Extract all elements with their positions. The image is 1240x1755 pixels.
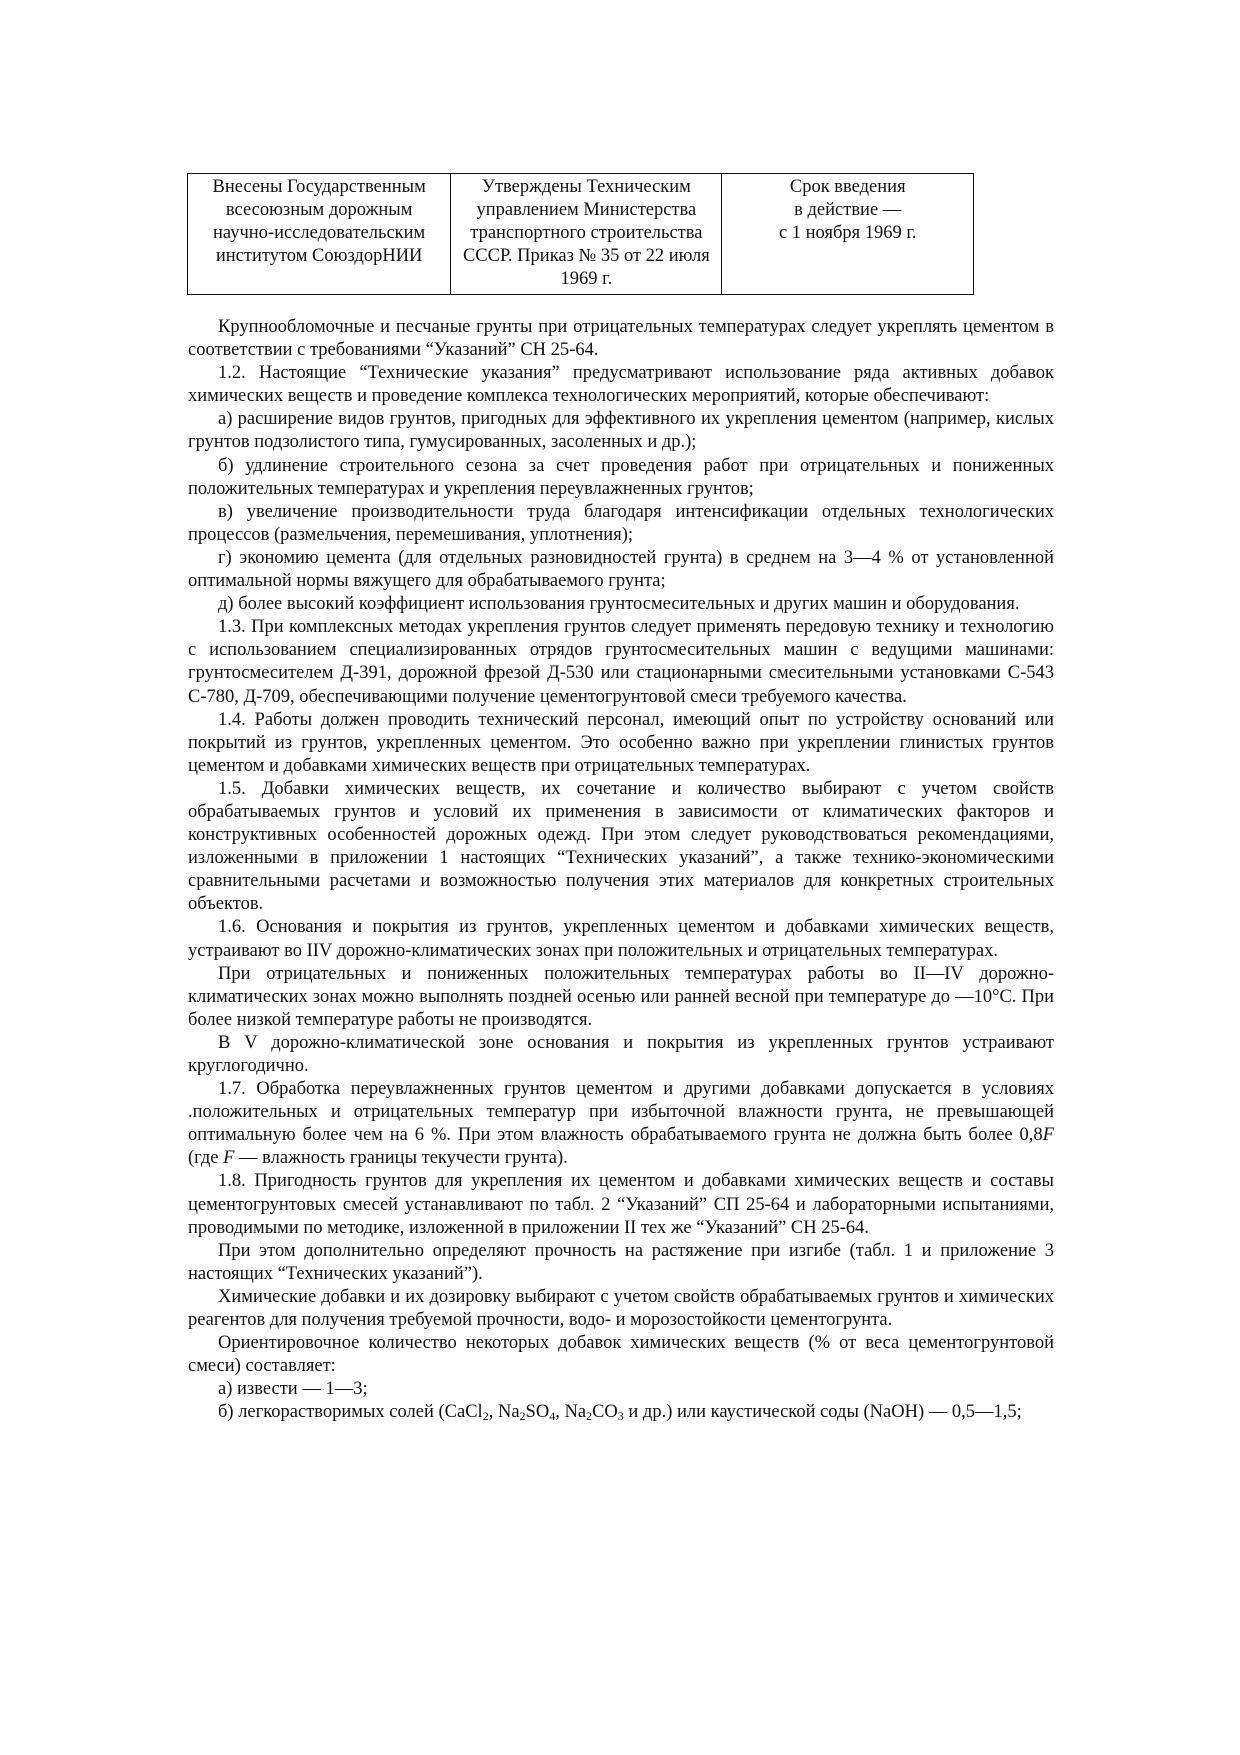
- paragraph: Крупнообломочные и песчаные грунты при отрицательных температурах следует укреплять цементом в соответствии с требованиями “Указаний” СН 25-64.: [188, 317, 1054, 361]
- header-line: транспортного строительства: [470, 223, 703, 243]
- paragraph: 1.4. Работы должен проводить технический персонал, имеющий опыт по устройству оснований или покрытий из грунтов, укрепленных цементом. Это особенно важно при укреплении глинистых грунтов цементом и добавками химических веществ при отрицательных температурах.: [188, 709, 1054, 776]
- header-line: всесоюзным дорожным: [225, 200, 413, 220]
- subscript: 4: [549, 1409, 556, 1424]
- paragraph: При отрицательных и пониженных положительных температурах работы во II—IV дорожно-климатических зонах можно выполнять поздней осенью или ранней весной при температуре до —10°С. При более низкой температуре работы не производятся.: [188, 963, 1054, 1030]
- paragraph: б) удлинение строительного сезона за счет проведения работ при отрицательных и пониженных положительных температурах и укрепления переувлажненных грунтов;: [188, 455, 1054, 499]
- paragraph: Ориентировочное количество некоторых добавок химических веществ (% от веса цементогрунтовой смеси) составляет:: [188, 1333, 1054, 1377]
- text-run: (где: [188, 1148, 224, 1169]
- paragraph: 1.3. При комплексных методах укрепления грунтов следует применять передовую технику и технологию с использованием специализированных отрядов грунтосмесительных машин с ведущими машинами: грунтосмесителем Д-391, дорожной фрезой Д-530 или стационарными смесительными установками С-543 С-780, Д-709, обеспечивающими получение цементогрунтовой смеси требуемого качества.: [188, 617, 1054, 707]
- text-run: , Na: [488, 1402, 520, 1423]
- paragraph-salts: [188, 1401, 1054, 1424]
- text-run: б) легкорастворимых солей (СаСl: [218, 1402, 483, 1423]
- paragraph: а) расширение видов грунтов, пригодных для эффективного их укрепления цементом (например, кислых грунтов подзолистого типа, гумусированных, засоленных и др.);: [188, 409, 1054, 453]
- header-line: Внесены Государственным: [212, 177, 426, 197]
- text-run: и др.) или каустической соды (NaOH) — 0,5—1,5;: [623, 1402, 1022, 1423]
- paragraph: 1.2. Настоящие “Технические указания” предусматривают использование ряда активных добавок химических веществ и проведение комплекса технологических мероприятий, которые обеспечивают:: [188, 363, 1054, 407]
- paragraph: При этом дополнительно определяют прочность на растяжение при изгибе (табл. 1 и приложение 3 настоящих “Технических указаний”).: [188, 1240, 1054, 1284]
- text-run: СO: [592, 1402, 618, 1423]
- paragraph: д) более высокий коэффициент использования грунтосмесительных и других машин и оборудования.: [218, 594, 1020, 615]
- text-run: — влажность границы текучести грунта).: [234, 1148, 568, 1169]
- header-cell-submitted: [188, 174, 451, 295]
- paragraph: а) извести — 1—3;: [218, 1379, 368, 1400]
- paragraph: В V дорожно-климатической зоне основания и покрытия из укрепленных грунтов устраивают круглогодично.: [188, 1032, 1054, 1076]
- header-line: управлением Министерства: [476, 200, 697, 220]
- subscript: 3: [617, 1409, 624, 1424]
- italic-variable: F: [223, 1148, 235, 1169]
- header-line: СССР. Приказ № 35 от 22 июля: [462, 246, 710, 266]
- header-line: Срок введения: [789, 177, 906, 197]
- paragraph: г) экономию цемента (для отдельных разновидностей грунта) в среднем на 3—4 % от установленной оптимальной нормы вяжущего для обрабатываемого грунта;: [188, 547, 1054, 592]
- text-run: , Na: [555, 1402, 587, 1423]
- paragraph: 1.8. Пригодность грунтов для укрепления их цементом и добавками химических веществ и составы цементогрунтовых смесей устанавливают по табл. 2 “Указаний” СП 25-64 и лабораторными испытаниями, проводимыми по методике, изложенной в приложении II тех же “Указаний” СН 25-64.: [188, 1171, 1054, 1238]
- header-line: 1969 г.: [560, 269, 613, 289]
- document-body: [188, 316, 1054, 1425]
- header-table: [187, 173, 974, 295]
- italic-variable: F: [1042, 1125, 1054, 1146]
- header-line: Утверждены Техническим: [481, 177, 691, 197]
- text-run: SO: [525, 1402, 550, 1423]
- subscript: 2: [586, 1409, 593, 1424]
- text-run: 1.7. Обработка переувлажненных грунтов цементом и другими добавками допускается в условиях .положительных и отрицательных температур при избыточной влажности грунта, не превышающей оптимальную более чем на 6 %. При этом влажность обрабатываемого грунта не должна быть более 0,8: [188, 1079, 1054, 1146]
- header-line: научно-исследовательским: [213, 223, 426, 243]
- subscript: 2: [482, 1409, 489, 1424]
- header-line: с 1 ноября 1969 г.: [778, 223, 917, 243]
- header-line: институтом СоюздорНИИ: [215, 246, 423, 266]
- paragraph: Химические добавки и их дозировку выбирают с учетом свойств обрабатываемых грунтов и химических реагентов для получения требуемой прочности, водо- и морозостойкости цементогрунта.: [188, 1286, 1054, 1331]
- paragraph-1-7: [188, 1078, 1054, 1170]
- paragraph: 1.6. Основания и покрытия из грунтов, укрепленных цементом и добавками химических веществ, устраивают во IIV дорожно-климатических зонах при положительных и отрицательных температурах.: [188, 917, 1054, 961]
- header-cell-effective-date: [722, 174, 974, 295]
- subscript: 2: [519, 1409, 526, 1424]
- paragraph: 1.5. Добавки химических веществ, их сочетание и количество выбирают с учетом свойств обрабатываемых грунтов и условий их применения в зависимости от климатических факторов и конструктивных особенностей дорожных одежд. При этом следует руководствоваться рекомендациями, изложенными в приложении 1 настоящих “Технических указаний”, а также технико-экономическими сравнительными расчетами и возможностью получения этих материалов для конкретных строительных объектов.: [188, 778, 1054, 915]
- paragraph: в) увеличение производительности труда благодаря интенсификации отдельных технологических процессов (размельчения, перемешивания, уплотнения);: [188, 501, 1054, 545]
- header-cell-approved: [451, 174, 722, 295]
- header-line: в действие —: [794, 200, 902, 220]
